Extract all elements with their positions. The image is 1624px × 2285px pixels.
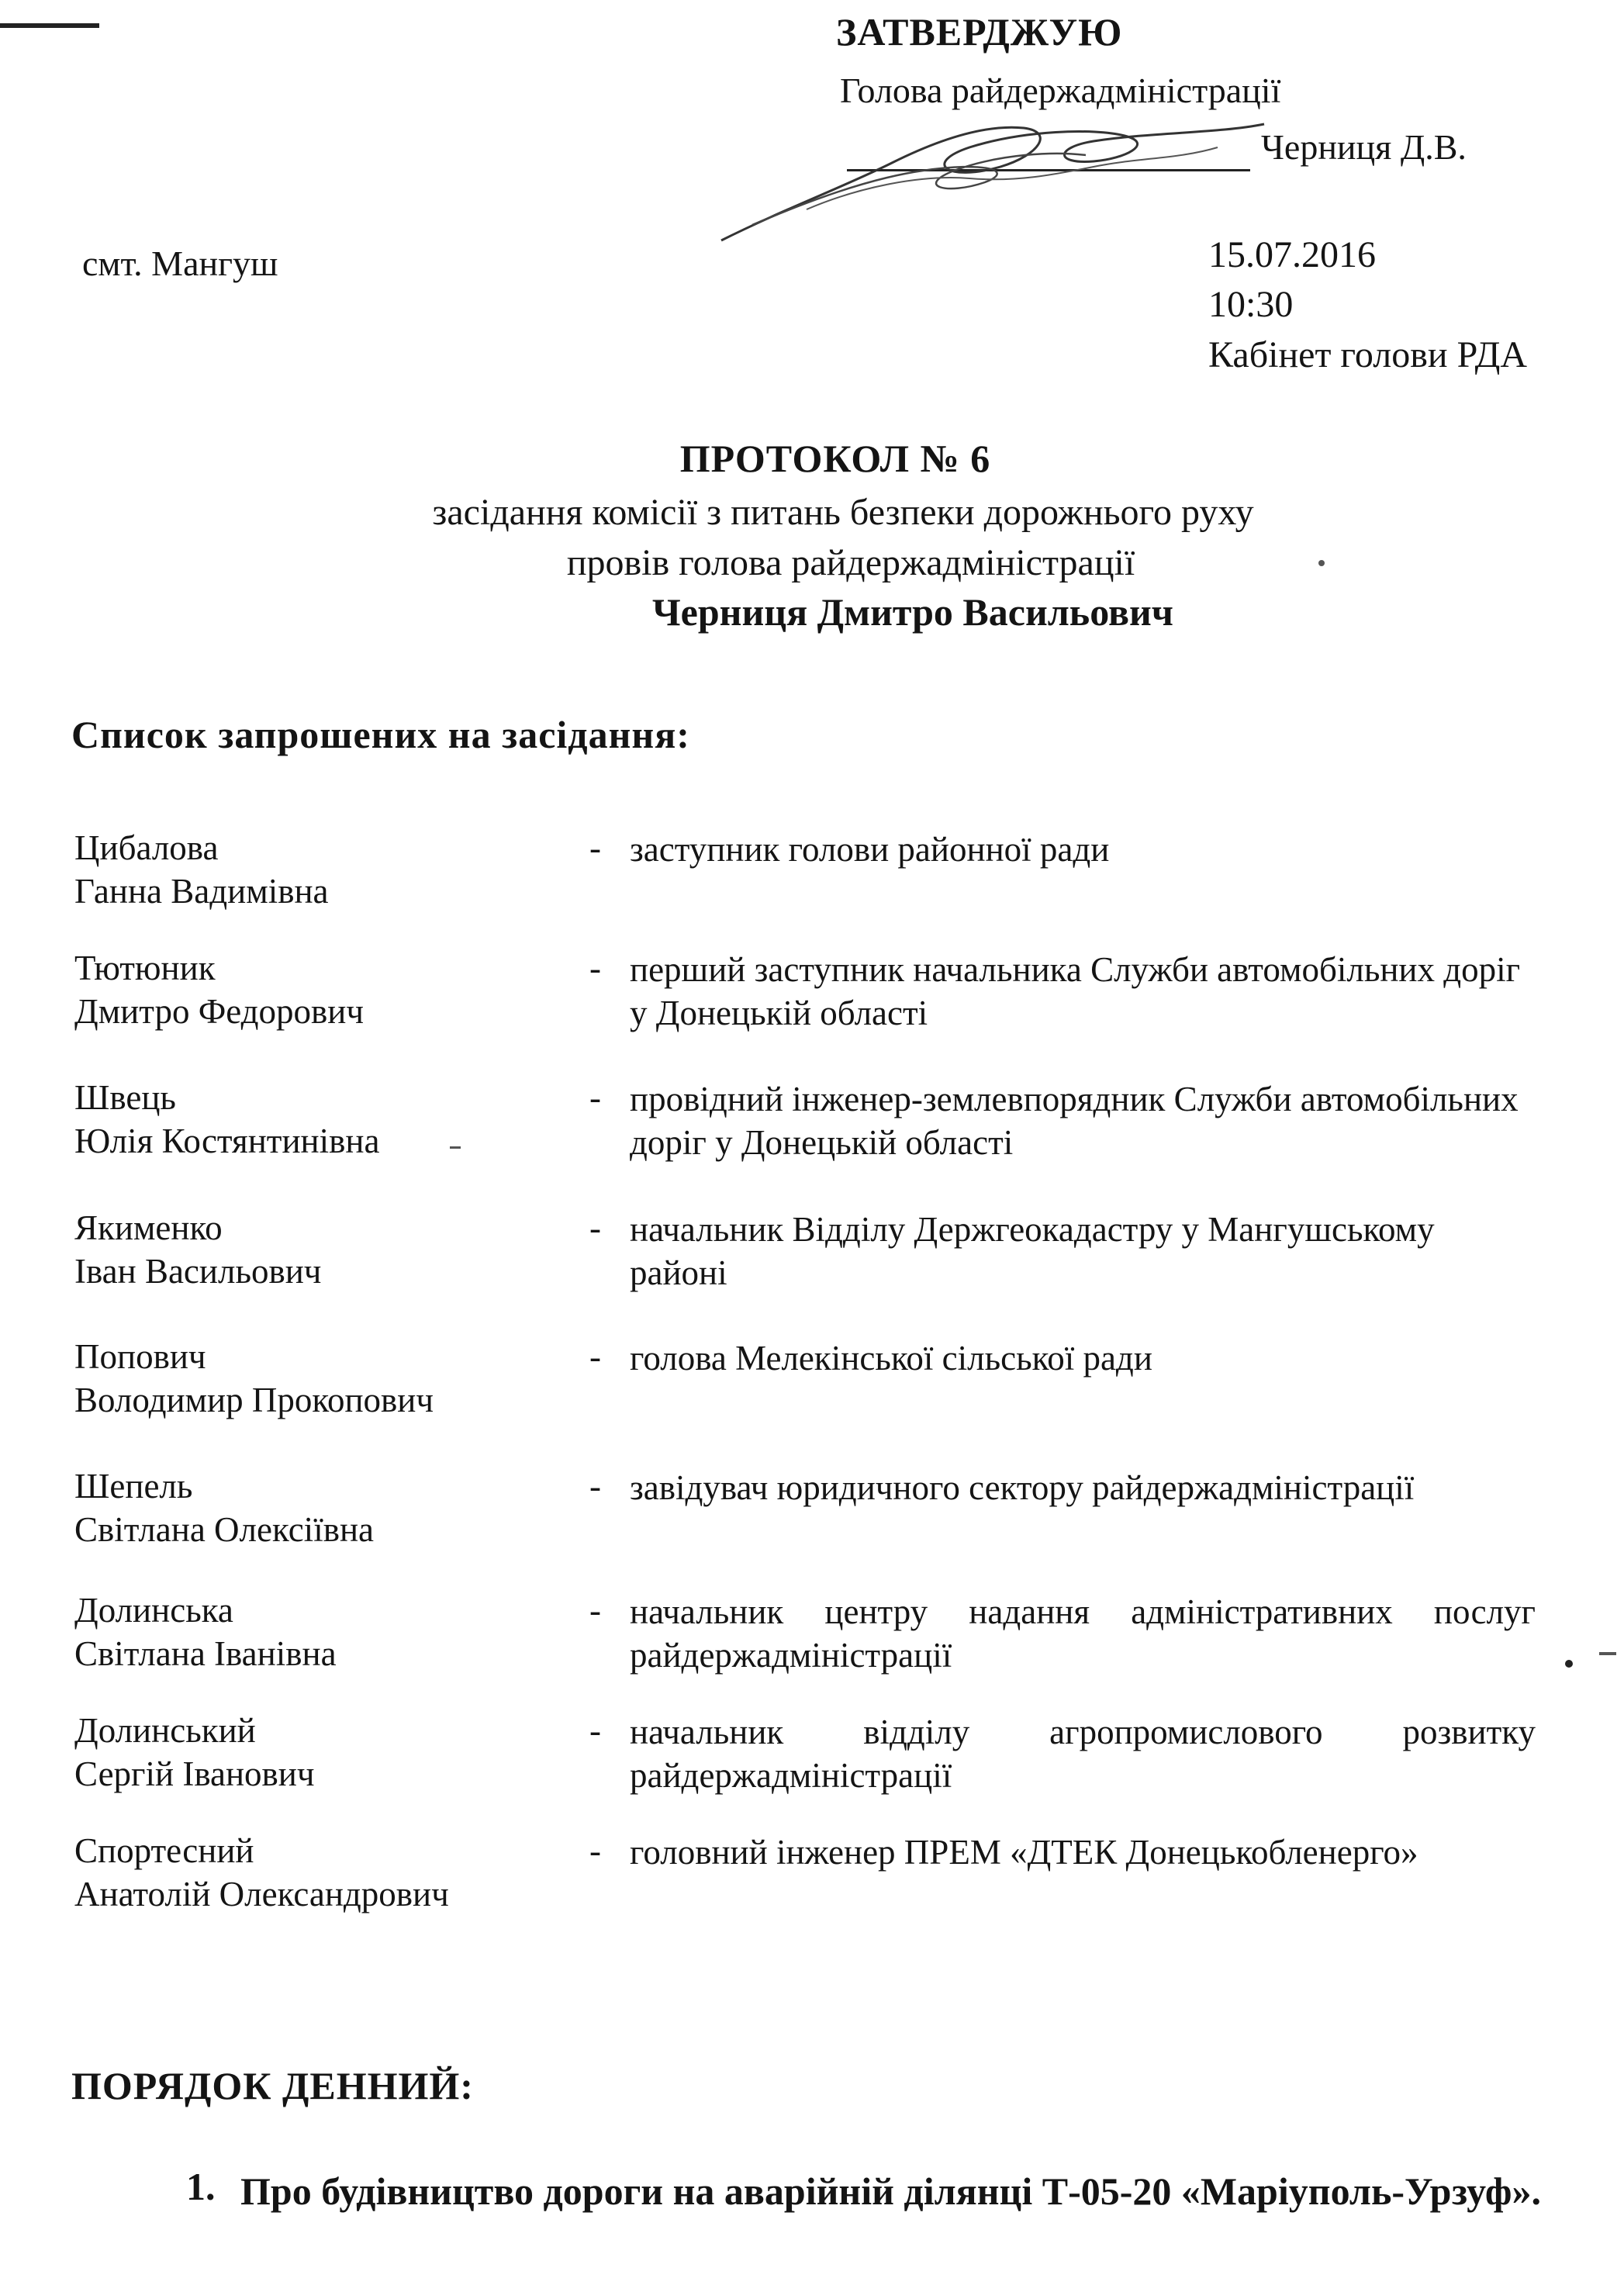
dash: - [589,828,601,867]
protocol-title: ПРОТОКОЛ № 6 [679,437,991,480]
person-given-name: Сергій Іванович [74,1754,315,1793]
person-given-name: Юлія Костянтинівна [74,1122,380,1160]
agenda-item-text: Про будівництво дороги на аварійній ділянці Т-05-20 «Маріуполь-Урзуф». [240,2169,1541,2213]
person-surname: Спортесний [74,1831,254,1870]
scan-speck [1599,1652,1616,1655]
person-role: провідний інженер-землевпорядник Служби автомобільних доріг у Донецькій області [630,1080,1519,1162]
person-role: перший заступник начальника Служби автомобільних доріг у Донецькій області [630,950,1521,1032]
dash: - [589,1337,601,1376]
protocol-subtitle: засідання комісії з питань безпеки дорожнього руху [432,492,1254,533]
approval-position: Голова райдержадміністрації [840,71,1281,110]
person-given-name: Анатолій Олександрович [74,1875,449,1913]
person-role: головний інженер ПРЕМ «ДТЕК Донецькобленерго» [630,1833,1418,1872]
corner-mark [0,23,99,28]
person-given-name: Іван Васильович [74,1252,322,1291]
dash: - [589,949,601,987]
person-role: голова Мелекінської сільської ради [630,1339,1152,1378]
person-role: начальник відділу агропромислового розвитку райдержадміністрації [630,1713,1536,1795]
signature-scribble [690,93,1280,256]
meeting-room: Кабінет голови РДА [1208,334,1528,375]
chaired-by: провів голова райдержадміністрації [566,542,1135,583]
person-surname: Тютюник [74,949,216,987]
scan-speck [1318,560,1325,566]
person-surname: Цибалова [74,828,219,867]
invited-heading: Список запрошених на засідання: [71,713,690,756]
approval-name: Черниця Д.В. [1261,127,1467,167]
scan-dot [1565,1660,1573,1668]
person-given-name: Світлана Іванівна [74,1634,337,1673]
agenda-heading: ПОРЯДОК ДЕННИЙ: [71,2064,474,2107]
person-surname: Долинський [74,1711,256,1750]
person-given-name: Світлана Олексіївна [74,1510,374,1549]
person-role: заступник голови районної ради [630,830,1110,869]
person-surname: Якименко [74,1208,223,1247]
meeting-date: 15.07.2016 [1208,234,1376,275]
person-given-name: Володимир Прокопович [74,1381,434,1419]
meeting-place: смт. Мангуш [82,244,278,283]
person-role: начальник центру надання адміністративних послуг райдержадміністрації [630,1592,1536,1675]
person-role: завідувач юридичного сектору райдержадміністрації [630,1468,1415,1507]
dash: - [589,1591,601,1630]
chair-name: Черниця Дмитро Васильович [651,590,1174,634]
person-surname: Попович [74,1337,206,1376]
meeting-time: 10:30 [1208,284,1294,325]
dash: - [589,1467,601,1505]
dash: - [589,1831,601,1870]
person-given-name: Дмитро Федорович [74,992,365,1031]
person-role: начальник Відділу Держгеокадастру у Мангушському районі [630,1210,1435,1292]
agenda-item-number: 1. [186,2165,216,2208]
approval-title: ЗАТВЕРДЖУЮ [836,10,1123,54]
person-given-name: Ганна Вадимівна [74,872,329,911]
dash: - [589,1711,601,1750]
person-surname: Долинська [74,1591,233,1630]
scan-speck [450,1146,461,1149]
person-surname: Швець [74,1078,176,1117]
dash: - [589,1078,601,1117]
dash: - [589,1208,601,1247]
person-surname: Шепель [74,1467,193,1505]
